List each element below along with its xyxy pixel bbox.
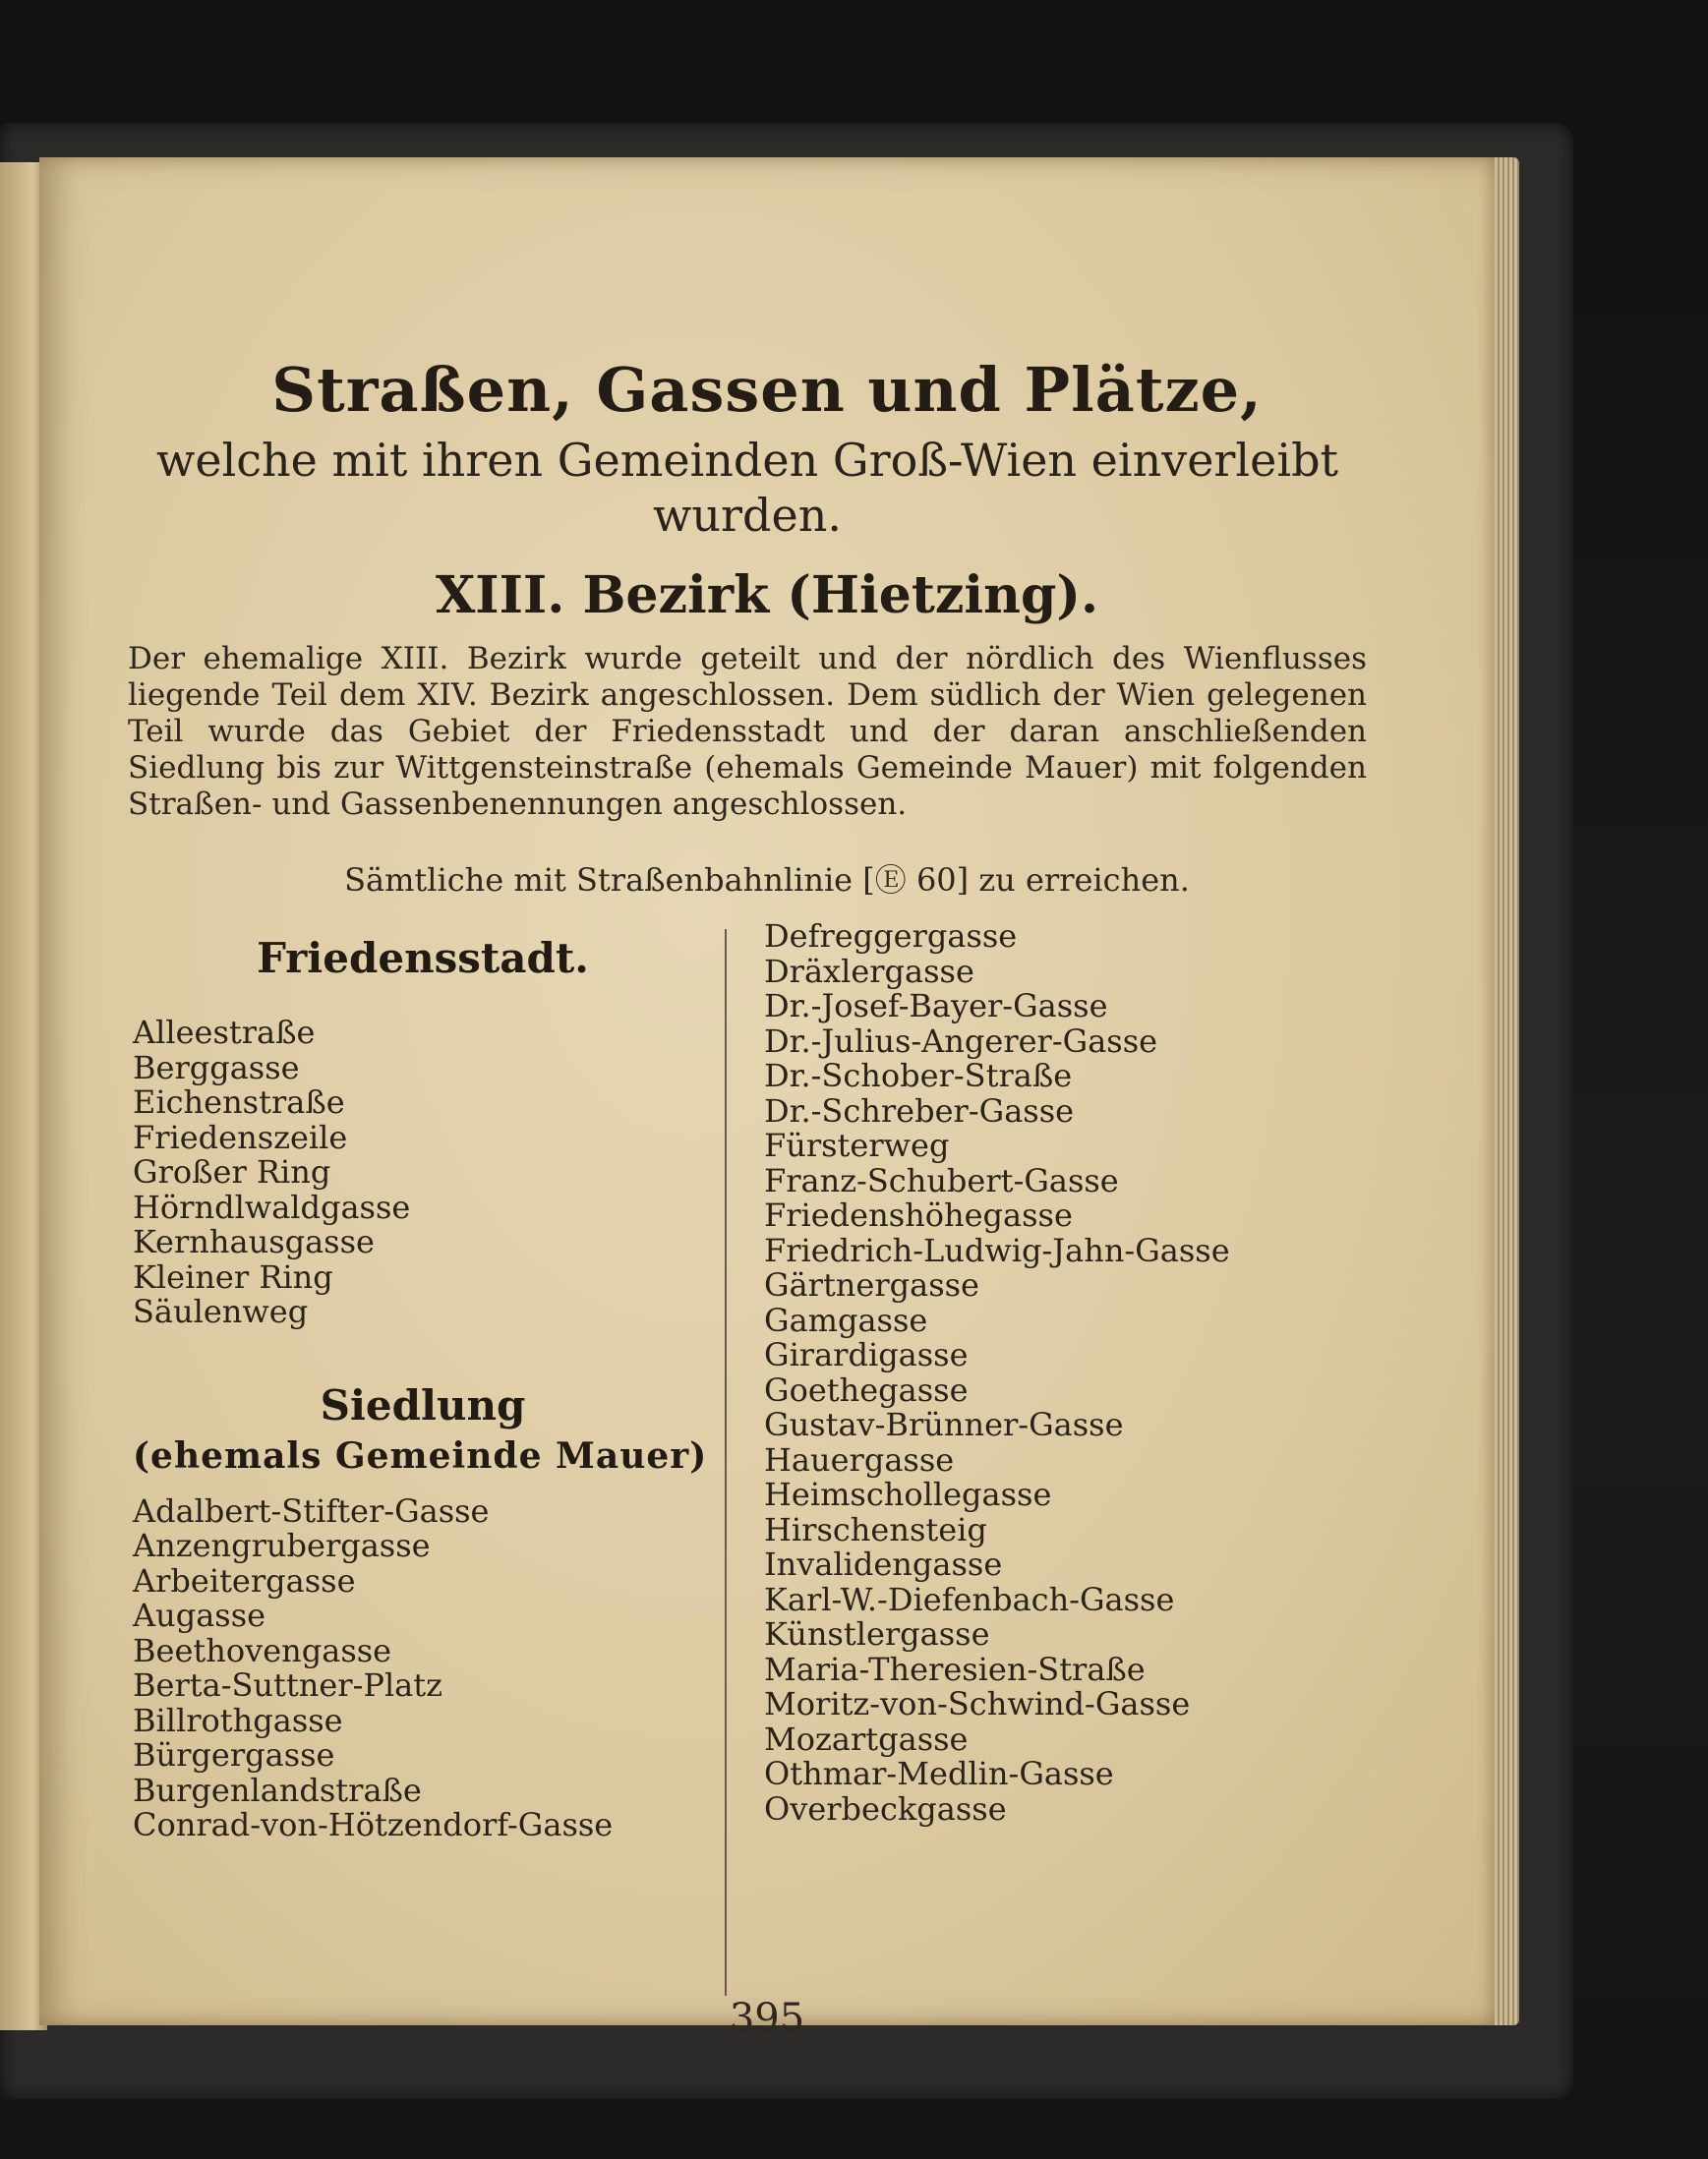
list-item: Defreggergasse: [764, 917, 1018, 955]
tram-note: Sämtliche mit Straßenbahnlinie [Ⓔ 60] zu erreichen.: [344, 861, 1190, 899]
right-street-list: [764, 919, 1452, 1827]
list-item: Dräxlergasse: [764, 952, 974, 990]
list-item: Beethovengasse: [133, 1631, 392, 1669]
list-item: Hauergasse: [764, 1440, 955, 1479]
list-item: Anzengrubergasse: [133, 1527, 431, 1564]
list-item: Berggasse: [133, 1048, 300, 1086]
list-item: Heimschollegasse: [764, 1476, 1052, 1513]
page-title: Straßen, Gassen und Plätze,: [271, 354, 1263, 426]
list-item: Overbeckgasse: [764, 1789, 1007, 1828]
list-item: Moritz-von-Schwind-Gasse: [764, 1685, 1191, 1722]
list-item: Gärtnergasse: [764, 1266, 979, 1304]
list-item: Säulenweg: [133, 1293, 309, 1330]
list-item: Goethegasse: [764, 1371, 969, 1409]
district-heading: XIII. Bezirk (Hietzing).: [435, 565, 1099, 625]
siedlung-subheading: (ehemals Gemeinde Mauer): [133, 1434, 708, 1477]
list-item: Eichenstraße: [133, 1083, 345, 1121]
list-item: Alleestraße: [133, 1014, 316, 1051]
list-item: Dr.-Schreber-Gasse: [764, 1091, 1075, 1130]
book-page: [39, 157, 1495, 2041]
list-item: Burgenlandstraße: [133, 1771, 422, 1809]
list-item: Augasse: [133, 1597, 266, 1634]
list-item: Kleiner Ring: [133, 1257, 333, 1296]
list-item: Hörndlwaldgasse: [133, 1188, 411, 1226]
list-item: Mozartgasse: [764, 1720, 969, 1758]
list-item: Fürsterweg: [764, 1127, 950, 1164]
list-item: Friedrich-Ludwig-Jahn-Gasse: [764, 1231, 1230, 1269]
list-item: Arbeitergasse: [133, 1561, 356, 1600]
list-item: Invalidengasse: [764, 1546, 1003, 1583]
page-number: 395: [729, 1996, 805, 2041]
list-item: Maria-Theresien-Straße: [764, 1650, 1146, 1688]
list-item: Conrad-von-Hötzendorf-Gasse: [133, 1806, 614, 1843]
right-column: [764, 919, 1452, 1827]
list-item: Hirschensteig: [764, 1510, 987, 1548]
list-item: Friedenshöhegasse: [764, 1196, 1073, 1234]
list-item: Adalbert-Stifter-Gasse: [133, 1491, 490, 1530]
list-item: Karl-W.-Diefenbach-Gasse: [764, 1580, 1175, 1618]
list-item: Franz-Schubert-Gasse: [764, 1161, 1119, 1199]
list-item: Dr.-Schober-Straße: [764, 1057, 1073, 1094]
list-item: Billrothgasse: [133, 1701, 343, 1739]
left-column: [133, 934, 713, 1843]
list-item: Bürgergasse: [133, 1736, 335, 1774]
friedensstadt-heading: Friedensstadt.: [257, 934, 589, 982]
list-item: Friedenszeile: [133, 1118, 348, 1156]
list-item: Girardigasse: [764, 1336, 969, 1373]
siedlung-heading: Siedlung: [320, 1380, 526, 1430]
friedensstadt-list: [133, 1016, 713, 1330]
list-item: Dr.-Julius-Angerer-Gasse: [764, 1021, 1158, 1060]
list-item: Künstlergasse: [764, 1615, 990, 1653]
list-item: Othmar-Medlin-Gasse: [764, 1755, 1114, 1792]
list-item: Gamgasse: [764, 1301, 928, 1339]
list-item: Kernhausgasse: [133, 1223, 375, 1260]
siedlung-list: [133, 1491, 713, 1843]
list-item: Dr.-Josef-Bayer-Gasse: [764, 987, 1108, 1024]
list-item: Großer Ring: [133, 1153, 331, 1191]
page-subtitle: welche mit ihren Gemeinden Groß-Wien einverleibt wurden.: [155, 434, 1339, 542]
intro-paragraph: Der ehemalige XIII. Bezirk wurde geteilt und der nördlich des Wienflusses liegende Teil dem XIV. Bezirk angeschlossen. Dem südlich der Wien gelegenen Teil wurde das Gebiet der Friedensstadt und der daran anschließenden Siedlung bis zur Wittgensteinstraße (ehemals Gemeinde Mauer) mit folgenden Straßen- und Gassenbenennungen angeschlossen.: [128, 641, 1367, 822]
list-item: Gustav-Brünner-Gasse: [764, 1406, 1124, 1443]
list-item: Berta-Suttner-Platz: [133, 1666, 442, 1704]
column-divider: [725, 929, 727, 1996]
